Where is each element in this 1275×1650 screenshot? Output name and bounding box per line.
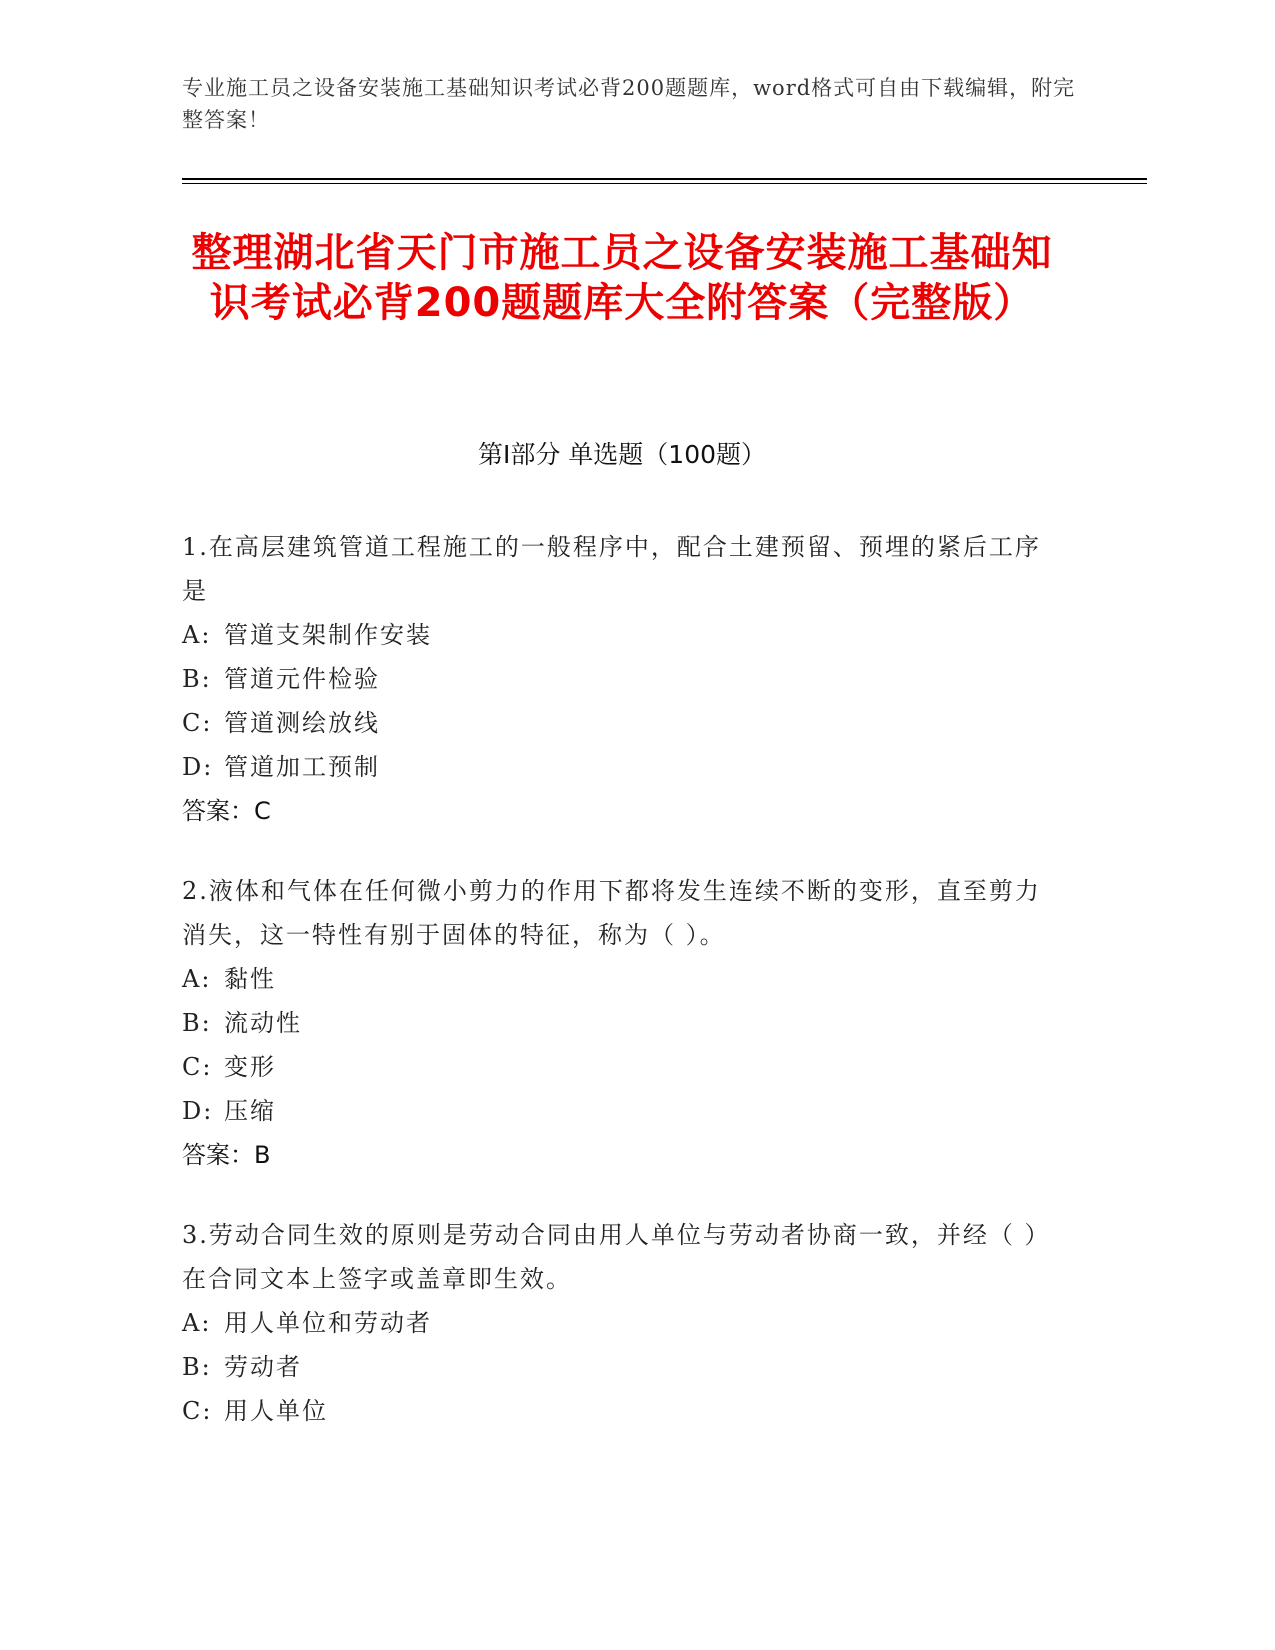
option-text: 用人单位 <box>224 1397 328 1425</box>
option-a <box>182 613 1062 657</box>
option-c <box>182 1389 1062 1433</box>
option-text: 管道加工预制 <box>224 753 380 781</box>
option-label: A: <box>182 621 212 649</box>
option-text: 流动性 <box>224 1009 302 1037</box>
option-a <box>182 957 1062 1001</box>
option-text: 变形 <box>224 1053 276 1081</box>
option-label: A: <box>182 1309 212 1337</box>
question-stem: 1.在高层建筑管道工程施工的一般程序中，配合土建预留、预埋的紧后工序是 <box>182 533 1041 605</box>
question-list <box>182 525 1062 1469</box>
option-b <box>182 657 1062 701</box>
option-label: B: <box>182 1353 212 1381</box>
option-text: 黏性 <box>224 965 276 993</box>
option-c <box>182 701 1062 745</box>
option-text: 管道支架制作安装 <box>224 621 432 649</box>
question-2 <box>182 869 1062 1177</box>
question-stem: 3.劳动合同生效的原则是劳动合同由用人单位与劳动者协商一致，并经（ ）在合同文本上签字或盖章即生效。 <box>182 1221 1051 1293</box>
header-divider-thick <box>182 178 1147 180</box>
answer-line: 答案：C <box>182 797 271 825</box>
option-label: B: <box>182 665 212 693</box>
option-text: 用人单位和劳动者 <box>224 1309 432 1337</box>
option-text: 压缩 <box>224 1097 276 1125</box>
header-divider-thin <box>182 183 1147 184</box>
option-label: A: <box>182 965 212 993</box>
answer-line: 答案：B <box>182 1141 271 1169</box>
option-label: D: <box>182 1097 214 1125</box>
option-c <box>182 1045 1062 1089</box>
option-d <box>182 745 1062 789</box>
document-title: 整理湖北省天门市施工员之设备安装施工基础知识考试必背200题题库大全附答案（完整版） <box>191 230 1053 326</box>
option-label: D: <box>182 753 214 781</box>
option-label: C: <box>182 1053 213 1081</box>
option-label: C: <box>182 709 213 737</box>
section-heading: 第Ⅰ部分 单选题（100题） <box>477 440 767 469</box>
option-text: 劳动者 <box>224 1353 302 1381</box>
option-label: B: <box>182 1009 212 1037</box>
option-b <box>182 1345 1062 1389</box>
option-d <box>182 1089 1062 1133</box>
option-text: 管道元件检验 <box>224 665 380 693</box>
question-stem: 2.液体和气体在任何微小剪力的作用下都将发生连续不断的变形，直至剪力消失，这一特性有别于固体的特征，称为（ ）。 <box>182 877 1041 949</box>
option-text: 管道测绘放线 <box>224 709 380 737</box>
option-b <box>182 1001 1062 1045</box>
question-3 <box>182 1213 1062 1433</box>
option-label: C: <box>182 1397 213 1425</box>
option-a <box>182 1301 1062 1345</box>
header-note: 专业施工员之设备安装施工基础知识考试必背200题题库，word格式可自由下载编辑，附完整答案！ <box>182 76 1076 132</box>
question-1 <box>182 525 1062 833</box>
